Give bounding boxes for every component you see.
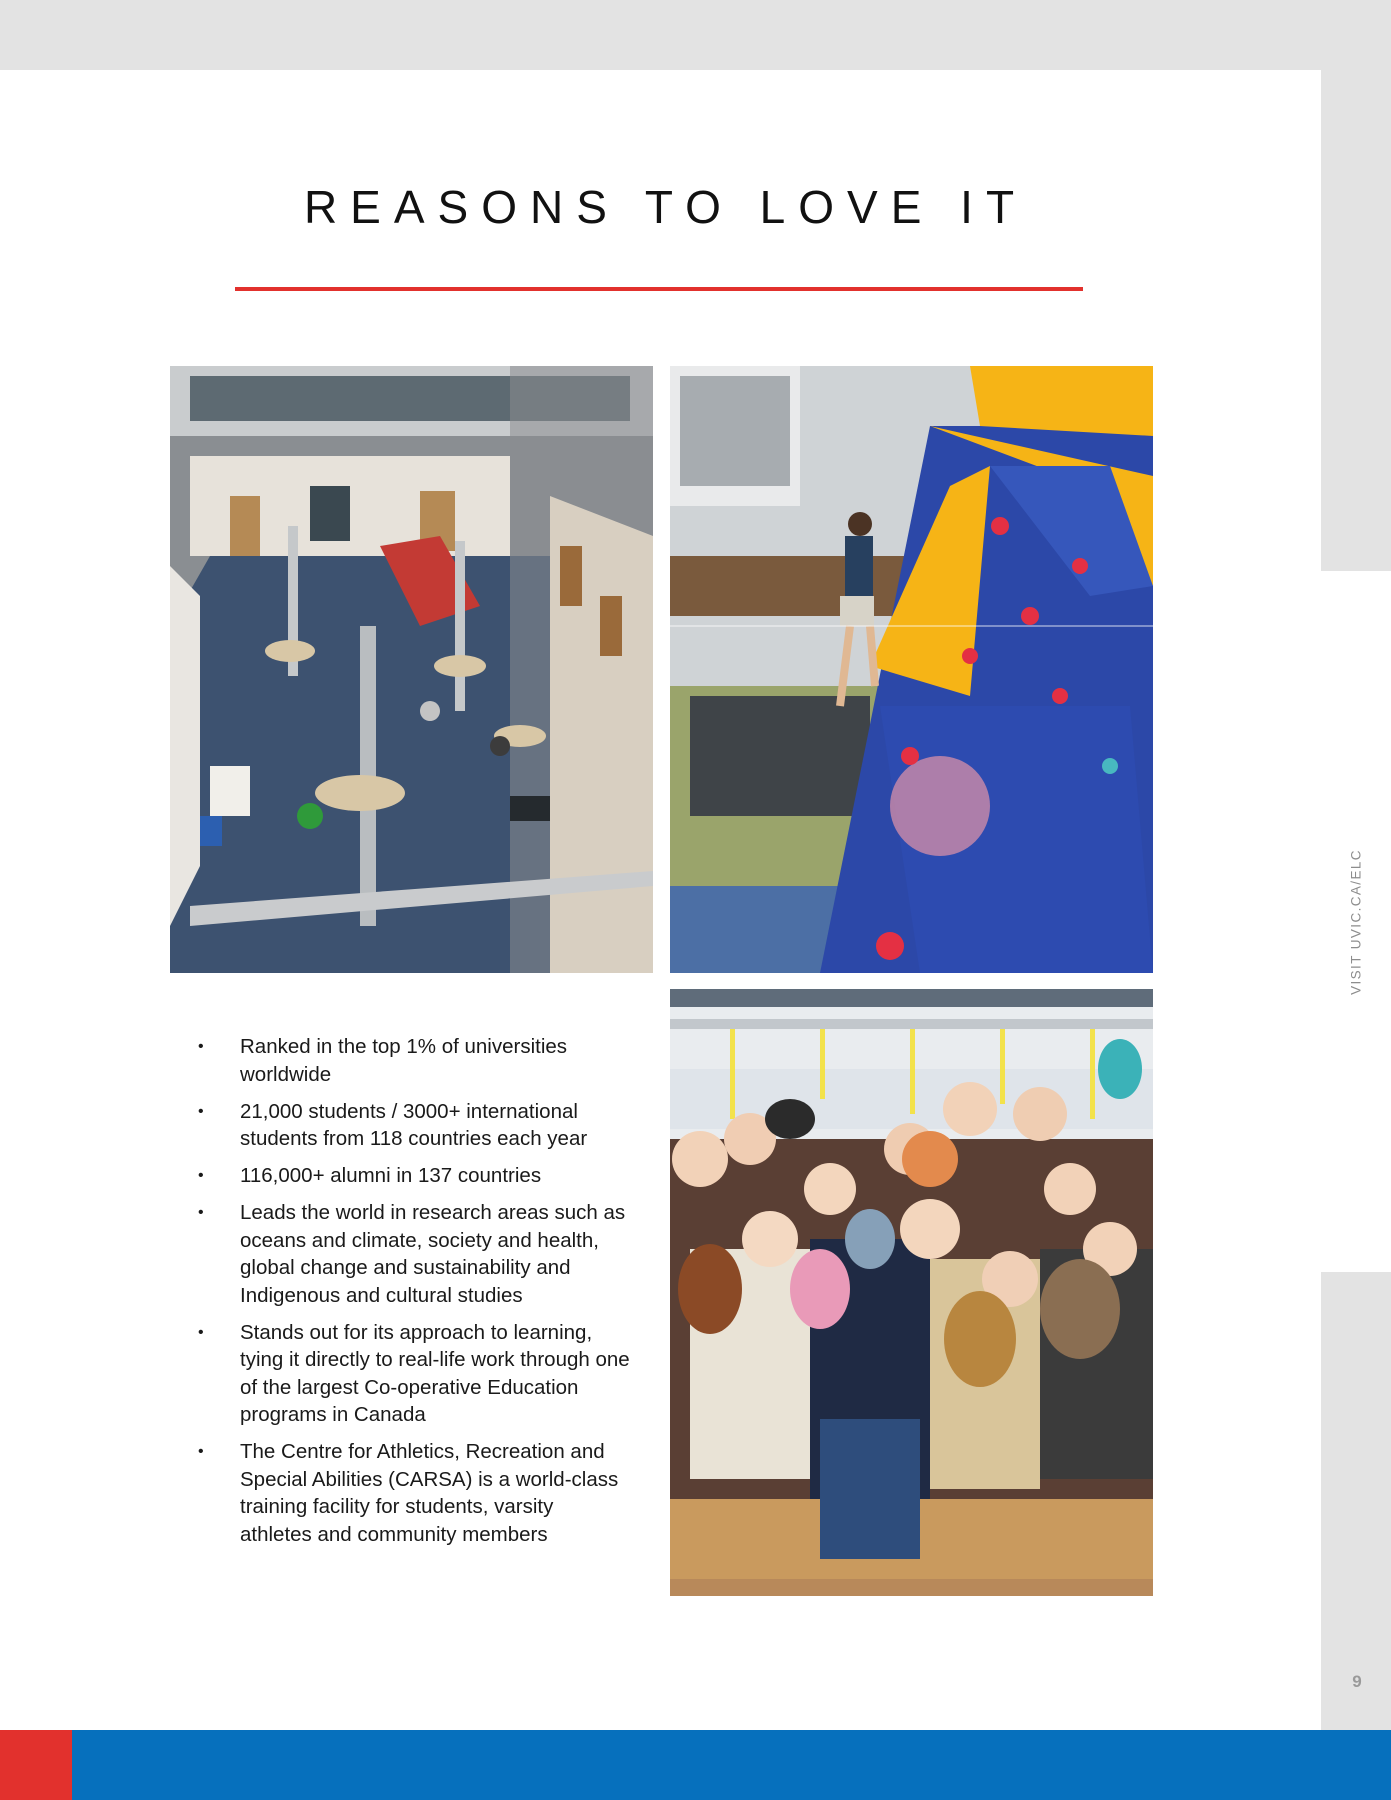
list-item-text: Ranked in the top 1% of universities worldwide bbox=[240, 1035, 568, 1086]
side-gray-band-bottom bbox=[1321, 1272, 1391, 1730]
top-gray-band bbox=[0, 0, 1391, 70]
side-website-label: VISIT UVIC.CA/ELC bbox=[1348, 849, 1364, 995]
list-item-text: Stands out for its approach to learning, tying it directly to real-life work through one of the largest Co-operative Education programs in Canada bbox=[240, 1320, 630, 1426]
bullet-icon: • bbox=[198, 1102, 204, 1120]
bullet-icon: • bbox=[198, 1443, 204, 1460]
list-item bbox=[190, 1162, 630, 1190]
list-item-text: Leads the world in research areas such as oceans and climate, society and health, global change and sustainability and Indigenous and cultural studies bbox=[240, 1201, 626, 1307]
page-number: 9 bbox=[1352, 1672, 1362, 1691]
list-item bbox=[190, 1199, 630, 1309]
list-item-text: 116,000+ alumni in 137 countries bbox=[240, 1164, 542, 1187]
page-title: REASONS TO LOVE IT bbox=[303, 181, 1028, 233]
footer-red-block bbox=[0, 1730, 72, 1800]
bullet-icon: • bbox=[198, 1167, 204, 1184]
list-item-text: 21,000 students / 3000+ international students from 118 countries each year bbox=[240, 1099, 588, 1150]
climbing-wall-photo bbox=[670, 366, 1153, 973]
title-underline bbox=[235, 287, 1083, 291]
bullet-icon: • bbox=[198, 1204, 204, 1221]
students-group-photo bbox=[670, 989, 1153, 1596]
list-item-text: The Centre for Athletics, Recreation and Special Abilities (CARSA) is a world-class training facility for students, varsity athletes and community members bbox=[240, 1440, 619, 1546]
reasons-list bbox=[190, 1033, 630, 1558]
list-item bbox=[190, 1033, 630, 1088]
side-gray-band-top bbox=[1321, 70, 1391, 571]
footer-blue-bar bbox=[72, 1730, 1391, 1800]
list-item bbox=[190, 1319, 630, 1429]
bullet-icon: • bbox=[198, 1038, 204, 1055]
list-item bbox=[190, 1438, 630, 1548]
list-item bbox=[190, 1098, 630, 1153]
atrium-study-photo bbox=[170, 366, 653, 973]
bullet-icon: • bbox=[198, 1323, 204, 1341]
